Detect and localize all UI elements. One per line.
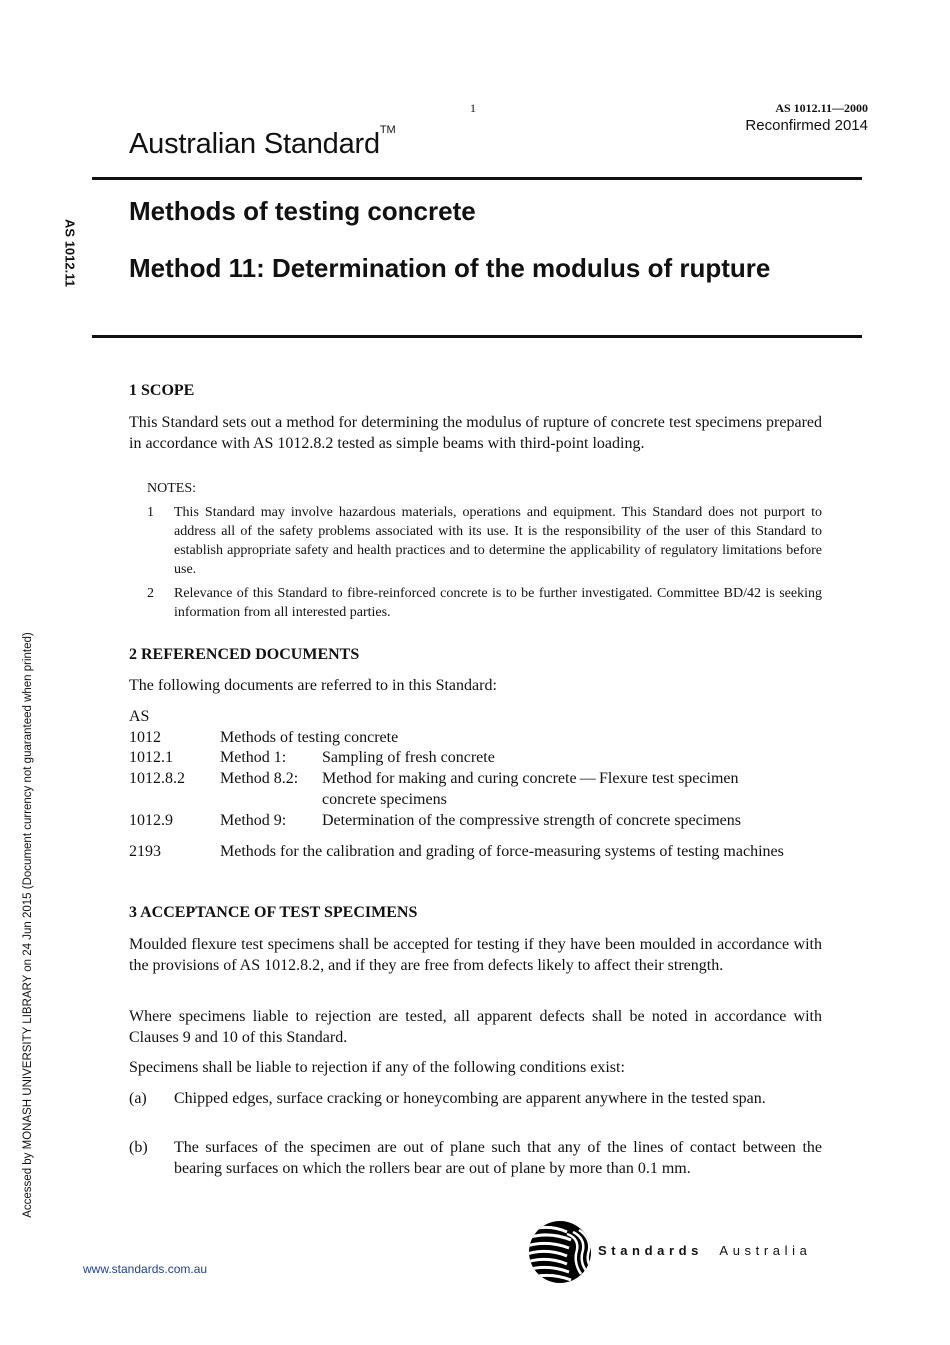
page-number: 1 <box>470 101 476 115</box>
access-watermark-text: Accessed by MONASH UNIVERSITY LIBRARY on 24 Jun 2015 (Document currency not guaranteed when printed) <box>22 632 34 1218</box>
note-text: Relevance of this Standard to fibre-reinforced concrete is to be further investigated. Committee BD/42 is seeking information from all interested parties. <box>174 586 822 620</box>
document-method-title: Method 11: Determination of the modulus of rupture <box>129 253 771 283</box>
condition-label: (b) <box>129 1139 148 1156</box>
note-text: This Standard may involve hazardous materials, operations and equipment. This Standard does not purport to address all of the safety problems associated with its use. It is the responsibility of the user of this Standard to establish appropriate safety and health practices and to determine the applicability of regulatory limitations before use. <box>174 505 822 577</box>
side-standard-code <box>55 208 85 298</box>
standard-number: AS 1012.11—2000 <box>775 101 868 115</box>
reference-code: 1012.1 <box>129 749 173 766</box>
reference-title: Methods for the calibration and grading of force-measuring systems of testing machines <box>220 843 784 860</box>
acceptance-paragraph: Specimens shall be liable to rejection if any of the following conditions exist: <box>129 1059 625 1076</box>
side-standard-code-text: AS 1012.11 <box>62 219 78 287</box>
section-heading-references: 2 REFERENCED DOCUMENTS <box>129 646 360 663</box>
section-heading-scope: 1 SCOPE <box>129 382 195 399</box>
scope-paragraph: This Standard sets out a method for determining the modulus of rupture of concrete test specimens prepared in accordance with AS 1012.8.2 tested as simple beams with third-point loading. <box>129 414 822 452</box>
reference-title: Method for making and curing concrete — Flexure test specimen <box>322 770 739 787</box>
reconfirmed-note: Reconfirmed 2014 <box>745 117 868 134</box>
references-prefix: AS <box>129 708 150 725</box>
wordmark-bold: Standards <box>598 1243 703 1258</box>
standards-australia-wordmark <box>598 1243 811 1258</box>
acceptance-paragraph: Where specimens liable to rejection are tested, all apparent defects shall be noted in accordance with Clauses 9 and 10 of this Standard. <box>129 1008 822 1046</box>
brand-title-text: Australian Standard <box>129 128 380 160</box>
reference-row <box>129 748 829 769</box>
acceptance-paragraph: Moulded flexure test specimens shall be accepted for testing if they have been moulded in accordance with the provisions of AS 1012.8.2, and if they are free from defects likely to affect their strength. <box>129 936 822 974</box>
reference-row <box>129 769 829 811</box>
reference-method: Method 8.2: <box>220 770 299 787</box>
note-item <box>147 584 822 624</box>
condition-item <box>129 1089 822 1131</box>
note-item <box>147 503 822 581</box>
notes-label: NOTES: <box>147 481 196 496</box>
reference-method: Method 9: <box>220 812 287 829</box>
access-watermark <box>18 600 38 1250</box>
condition-item <box>129 1138 822 1201</box>
standards-australia-globe-icon <box>527 1220 593 1284</box>
reference-row <box>129 728 829 749</box>
header-rule-bottom <box>92 335 862 338</box>
note-number: 1 <box>147 505 154 520</box>
document-series-title: Methods of testing concrete <box>129 196 476 226</box>
reference-code: 2193 <box>129 843 161 860</box>
reference-title-continuation: concrete specimens <box>322 791 447 808</box>
wordmark-light: Australia <box>719 1243 812 1258</box>
condition-label: (a) <box>129 1090 147 1107</box>
reference-title: Determination of the compressive strength of concrete specimens <box>322 812 741 829</box>
condition-text: Chipped edges, surface cracking or honeycombing are apparent anywhere in the tested span. <box>174 1090 766 1107</box>
reference-code: 1012 <box>129 729 161 746</box>
brand-title <box>129 124 396 161</box>
reference-code: 1012.8.2 <box>129 770 185 787</box>
reference-row <box>129 811 829 832</box>
reference-code: 1012.9 <box>129 812 173 829</box>
website-link[interactable]: www.standards.com.au <box>83 1262 208 1276</box>
reference-method: Method 1: <box>220 749 287 766</box>
reference-title: Sampling of fresh concrete <box>322 749 495 766</box>
reference-title: Methods of testing concrete <box>220 729 399 746</box>
reference-row <box>129 842 829 884</box>
trademark-mark: TM <box>379 124 396 136</box>
condition-text: The surfaces of the specimen are out of plane such that any of the lines of contact between the bearing surfaces on which the rollers bear are out of plane by more than 0.1 mm. <box>174 1139 822 1177</box>
section-heading-acceptance: 3 ACCEPTANCE OF TEST SPECIMENS <box>129 904 418 921</box>
references-intro: The following documents are referred to in this Standard: <box>129 677 497 694</box>
header-rule-top <box>92 177 862 180</box>
note-number: 2 <box>147 586 154 601</box>
